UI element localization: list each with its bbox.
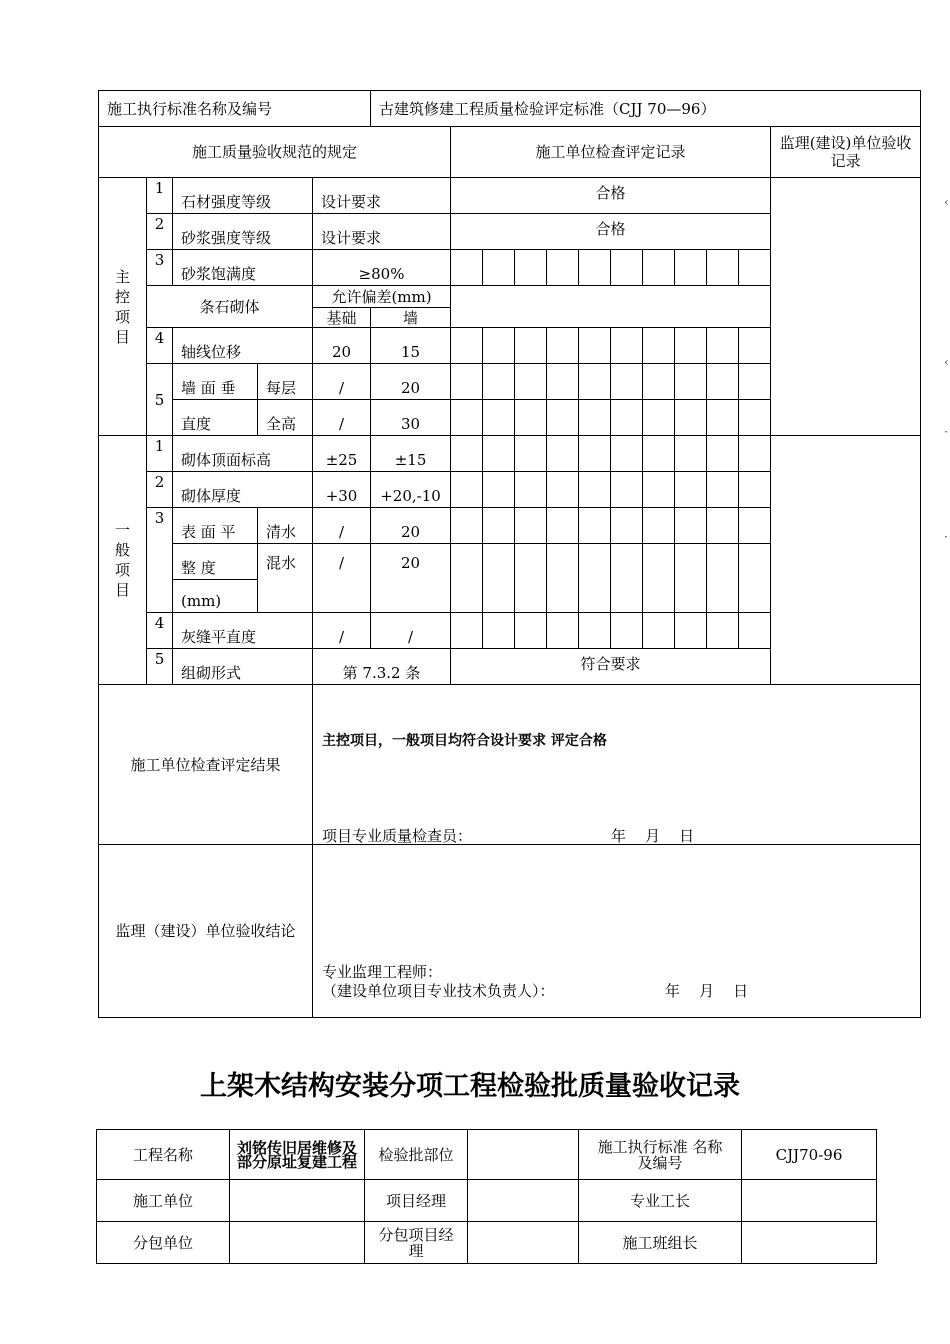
grid-cell: [611, 472, 643, 508]
grid-cell: [739, 328, 771, 364]
grid-cell: [675, 364, 707, 400]
main-item-3-no: 3: [147, 250, 173, 286]
contractor-value[interactable]: [230, 1180, 365, 1222]
main-item-2-name: 砂浆强度等级: [173, 214, 313, 250]
grid-cell: [611, 250, 643, 286]
grid-cell: [739, 544, 771, 613]
grid-cell: [515, 328, 547, 364]
grid-cell: [707, 613, 739, 649]
allow-dev-label: 允许偏差(mm): [313, 286, 451, 308]
grid-cell: [675, 328, 707, 364]
supervise-label: 监理（建设）单位验收结论: [99, 845, 313, 1018]
main-item-3-name: 砂浆饱满度: [173, 250, 313, 286]
vertical-base-2: /: [313, 400, 371, 436]
subcontractor-value[interactable]: [230, 1222, 365, 1264]
grid-cell: [579, 250, 611, 286]
grid-cell: [675, 544, 707, 613]
grid-cell: [611, 544, 643, 613]
grid-cell: [451, 328, 483, 364]
gen-item-2-no: 2: [147, 472, 173, 508]
standard-value: CJJ70-96: [742, 1130, 877, 1180]
grid-cell: [675, 400, 707, 436]
blank-cell: [451, 286, 771, 328]
grid-cell: [451, 472, 483, 508]
axis-name: 轴线位移: [173, 328, 313, 364]
result-label: 施工单位检查评定结果: [99, 685, 313, 845]
project-manager-label: 项目经理: [365, 1180, 468, 1222]
sub-pm-label: 分包项目经理: [365, 1222, 468, 1264]
grid-cell: [739, 508, 771, 544]
grid-cell: [643, 364, 675, 400]
axis-wall: 15: [371, 328, 451, 364]
col-base: 基础: [313, 308, 371, 328]
flat-base-1: /: [313, 508, 371, 544]
gen-item-1-base: ±25: [313, 436, 371, 472]
batch-location-label: 检验批部位: [365, 1130, 468, 1180]
standard-label: 施工执行标准 名称及编号: [579, 1130, 742, 1180]
edge-mark: ‹: [944, 195, 949, 209]
flat-sub-2: 混水: [258, 544, 313, 613]
vertical-wall-2: 30: [371, 400, 451, 436]
grid-cell: [707, 544, 739, 613]
header-supervise: 监理(建设)单位验收记录: [771, 127, 921, 178]
vertical-name-1: 墙 面 垂: [173, 364, 258, 400]
form-no: 5: [147, 649, 173, 685]
grid-cell: [611, 613, 643, 649]
main-item-2-req: 设计要求: [313, 214, 451, 250]
flat-no: 3: [147, 508, 173, 613]
std-value: 古建筑修建工程质量检验评定标准（CJJ 70—96）: [371, 91, 921, 127]
grid-cell: [675, 436, 707, 472]
grid-cell: [643, 508, 675, 544]
grid-cell: [579, 364, 611, 400]
grid-cell: [675, 508, 707, 544]
grid-cell: [675, 613, 707, 649]
sub-pm-value[interactable]: [468, 1222, 579, 1264]
team-leader-label: 施工班组长: [579, 1222, 742, 1264]
grid-cell: [675, 250, 707, 286]
grid-cell: [483, 250, 515, 286]
grid-cell: [739, 613, 771, 649]
form-req: 第 7.3.2 条: [313, 649, 451, 685]
grid-cell: [547, 472, 579, 508]
header-check: 施工单位检查评定记录: [451, 127, 771, 178]
joint-no: 4: [147, 613, 173, 649]
grid-cell: [483, 328, 515, 364]
project-name-value: 刘铭传旧居维修及部分原址复建工程: [230, 1130, 365, 1180]
joint-wall: /: [371, 613, 451, 649]
grid-cell: [675, 472, 707, 508]
flat-base-2: /: [313, 544, 371, 613]
batch-info-table: [96, 1129, 877, 1264]
grid-cell: [451, 250, 483, 286]
result-cell: [313, 685, 921, 845]
general-items-group: 一 般 项 目: [99, 436, 147, 685]
flat-name-2: 整 度: [173, 544, 258, 580]
batch-location-value[interactable]: [468, 1130, 579, 1180]
grid-cell: [611, 328, 643, 364]
grid-cell: [483, 364, 515, 400]
grid-cell: [643, 436, 675, 472]
grid-cell: [579, 544, 611, 613]
grid-cell: [643, 472, 675, 508]
grid-cell: [579, 508, 611, 544]
flat-wall-1: 20: [371, 508, 451, 544]
gen-item-1-no: 1: [147, 436, 173, 472]
flat-name-1: 表 面 平: [173, 508, 258, 544]
grid-cell: [739, 436, 771, 472]
grid-cell: [515, 364, 547, 400]
grid-cell: [547, 508, 579, 544]
main-items-group: 主 控 项 目: [99, 178, 147, 436]
grid-cell: [451, 544, 483, 613]
grid-cell: [515, 613, 547, 649]
grid-cell: [547, 364, 579, 400]
grid-cell: [643, 328, 675, 364]
vertical-sub-2: 全高: [258, 400, 313, 436]
grid-cell: [515, 250, 547, 286]
grid-cell: [515, 544, 547, 613]
subcontractor-label: 分包单位: [97, 1222, 230, 1264]
team-leader-value[interactable]: [742, 1222, 877, 1264]
gen-item-2-name: 砌体厚度: [173, 472, 313, 508]
grid-cell: [483, 508, 515, 544]
col-wall: 墙: [371, 308, 451, 328]
gen-item-2-base: +30: [313, 472, 371, 508]
supervise-general-cell: [771, 436, 921, 685]
foreman-value[interactable]: [742, 1180, 877, 1222]
vertical-base-1: /: [313, 364, 371, 400]
contractor-label: 施工单位: [97, 1180, 230, 1222]
owner-tech-label: （建设单位项目专业技术负责人）：: [322, 982, 555, 1000]
supervise-date: 年 月 日: [665, 982, 749, 1000]
grid-cell: [707, 250, 739, 286]
grid-cell: [579, 436, 611, 472]
main-item-3-req: ≥80%: [313, 250, 451, 286]
grid-cell: [483, 544, 515, 613]
grid-cell: [515, 508, 547, 544]
grid-cell: [643, 250, 675, 286]
edge-mark: ·: [944, 425, 948, 439]
form-result: 符合要求: [451, 649, 771, 685]
grid-cell: [707, 508, 739, 544]
inspector-label: 项目专业质量检查员：: [322, 827, 473, 845]
gen-item-1-wall: ±15: [371, 436, 451, 472]
header-rule: 施工质量验收规范的规定: [99, 127, 451, 178]
grid-cell: [611, 436, 643, 472]
grid-cell: [547, 400, 579, 436]
grid-cell: [483, 400, 515, 436]
grid-cell: [547, 613, 579, 649]
grid-cell: [707, 472, 739, 508]
grid-cell: [579, 400, 611, 436]
grid-cell: [579, 328, 611, 364]
joint-base: /: [313, 613, 371, 649]
grid-cell: [515, 436, 547, 472]
main-item-1-req: 设计要求: [313, 178, 451, 214]
vertical-name-2: 直度: [173, 400, 258, 436]
project-manager-value[interactable]: [468, 1180, 579, 1222]
result-date: 年 月 日: [611, 827, 695, 845]
stone-label: 条石砌体: [147, 286, 313, 328]
vertical-wall-1: 20: [371, 364, 451, 400]
grid-cell: [643, 613, 675, 649]
gen-item-2-wall: +20,-10: [371, 472, 451, 508]
main-item-1-name: 石材强度等级: [173, 178, 313, 214]
project-name-label: 工程名称: [97, 1130, 230, 1180]
main-item-2-no: 2: [147, 214, 173, 250]
grid-cell: [451, 508, 483, 544]
grid-cell: [739, 472, 771, 508]
grid-cell: [643, 544, 675, 613]
supervise-main-cell: [771, 178, 921, 436]
grid-cell: [547, 544, 579, 613]
axis-base: 20: [313, 328, 371, 364]
grid-cell: [451, 400, 483, 436]
flat-wall-2: 20: [371, 544, 451, 613]
grid-cell: [579, 613, 611, 649]
edge-mark: ‹: [944, 355, 949, 369]
grid-cell: [451, 364, 483, 400]
std-label: 施工执行标准名称及编号: [99, 91, 371, 127]
grid-cell: [579, 472, 611, 508]
grid-cell: [547, 436, 579, 472]
main-item-2-result: 合格: [451, 214, 771, 250]
grid-cell: [483, 613, 515, 649]
grid-cell: [611, 400, 643, 436]
grid-cell: [547, 250, 579, 286]
main-item-1-result: 合格: [451, 178, 771, 214]
edge-mark: ·: [944, 530, 948, 544]
grid-cell: [611, 508, 643, 544]
grid-cell: [739, 400, 771, 436]
grid-cell: [451, 436, 483, 472]
grid-cell: [739, 364, 771, 400]
grid-cell: [483, 472, 515, 508]
vertical-sub-1: 每层: [258, 364, 313, 400]
grid-cell: [547, 328, 579, 364]
main-item-1-no: 1: [147, 178, 173, 214]
grid-cell: [707, 436, 739, 472]
grid-cell: [515, 400, 547, 436]
engineer-label: 专业监理工程师：: [322, 963, 443, 981]
axis-no: 4: [147, 328, 173, 364]
form-name: 组砌形式: [173, 649, 313, 685]
inspection-table-full: [98, 90, 921, 1018]
flat-name-3: (mm): [173, 580, 258, 613]
gen-item-1-name: 砌体顶面标高: [173, 436, 313, 472]
grid-cell: [707, 400, 739, 436]
grid-cell: [707, 328, 739, 364]
grid-cell: [739, 250, 771, 286]
grid-cell: [451, 613, 483, 649]
grid-cell: [643, 400, 675, 436]
joint-name: 灰缝平直度: [173, 613, 313, 649]
grid-cell: [515, 472, 547, 508]
second-form-title: 上架木结构安装分项工程检验批质量验收记录: [200, 1071, 740, 1102]
vertical-no: 5: [147, 364, 173, 436]
grid-cell: [483, 436, 515, 472]
grid-cell: [707, 364, 739, 400]
foreman-label: 专业工长: [579, 1180, 742, 1222]
supervise-cell: [313, 845, 921, 1018]
result-text: 主控项目，一般项目均符合设计要求 评定合格: [322, 733, 607, 749]
flat-sub-1: 清水: [258, 508, 313, 544]
grid-cell: [611, 364, 643, 400]
